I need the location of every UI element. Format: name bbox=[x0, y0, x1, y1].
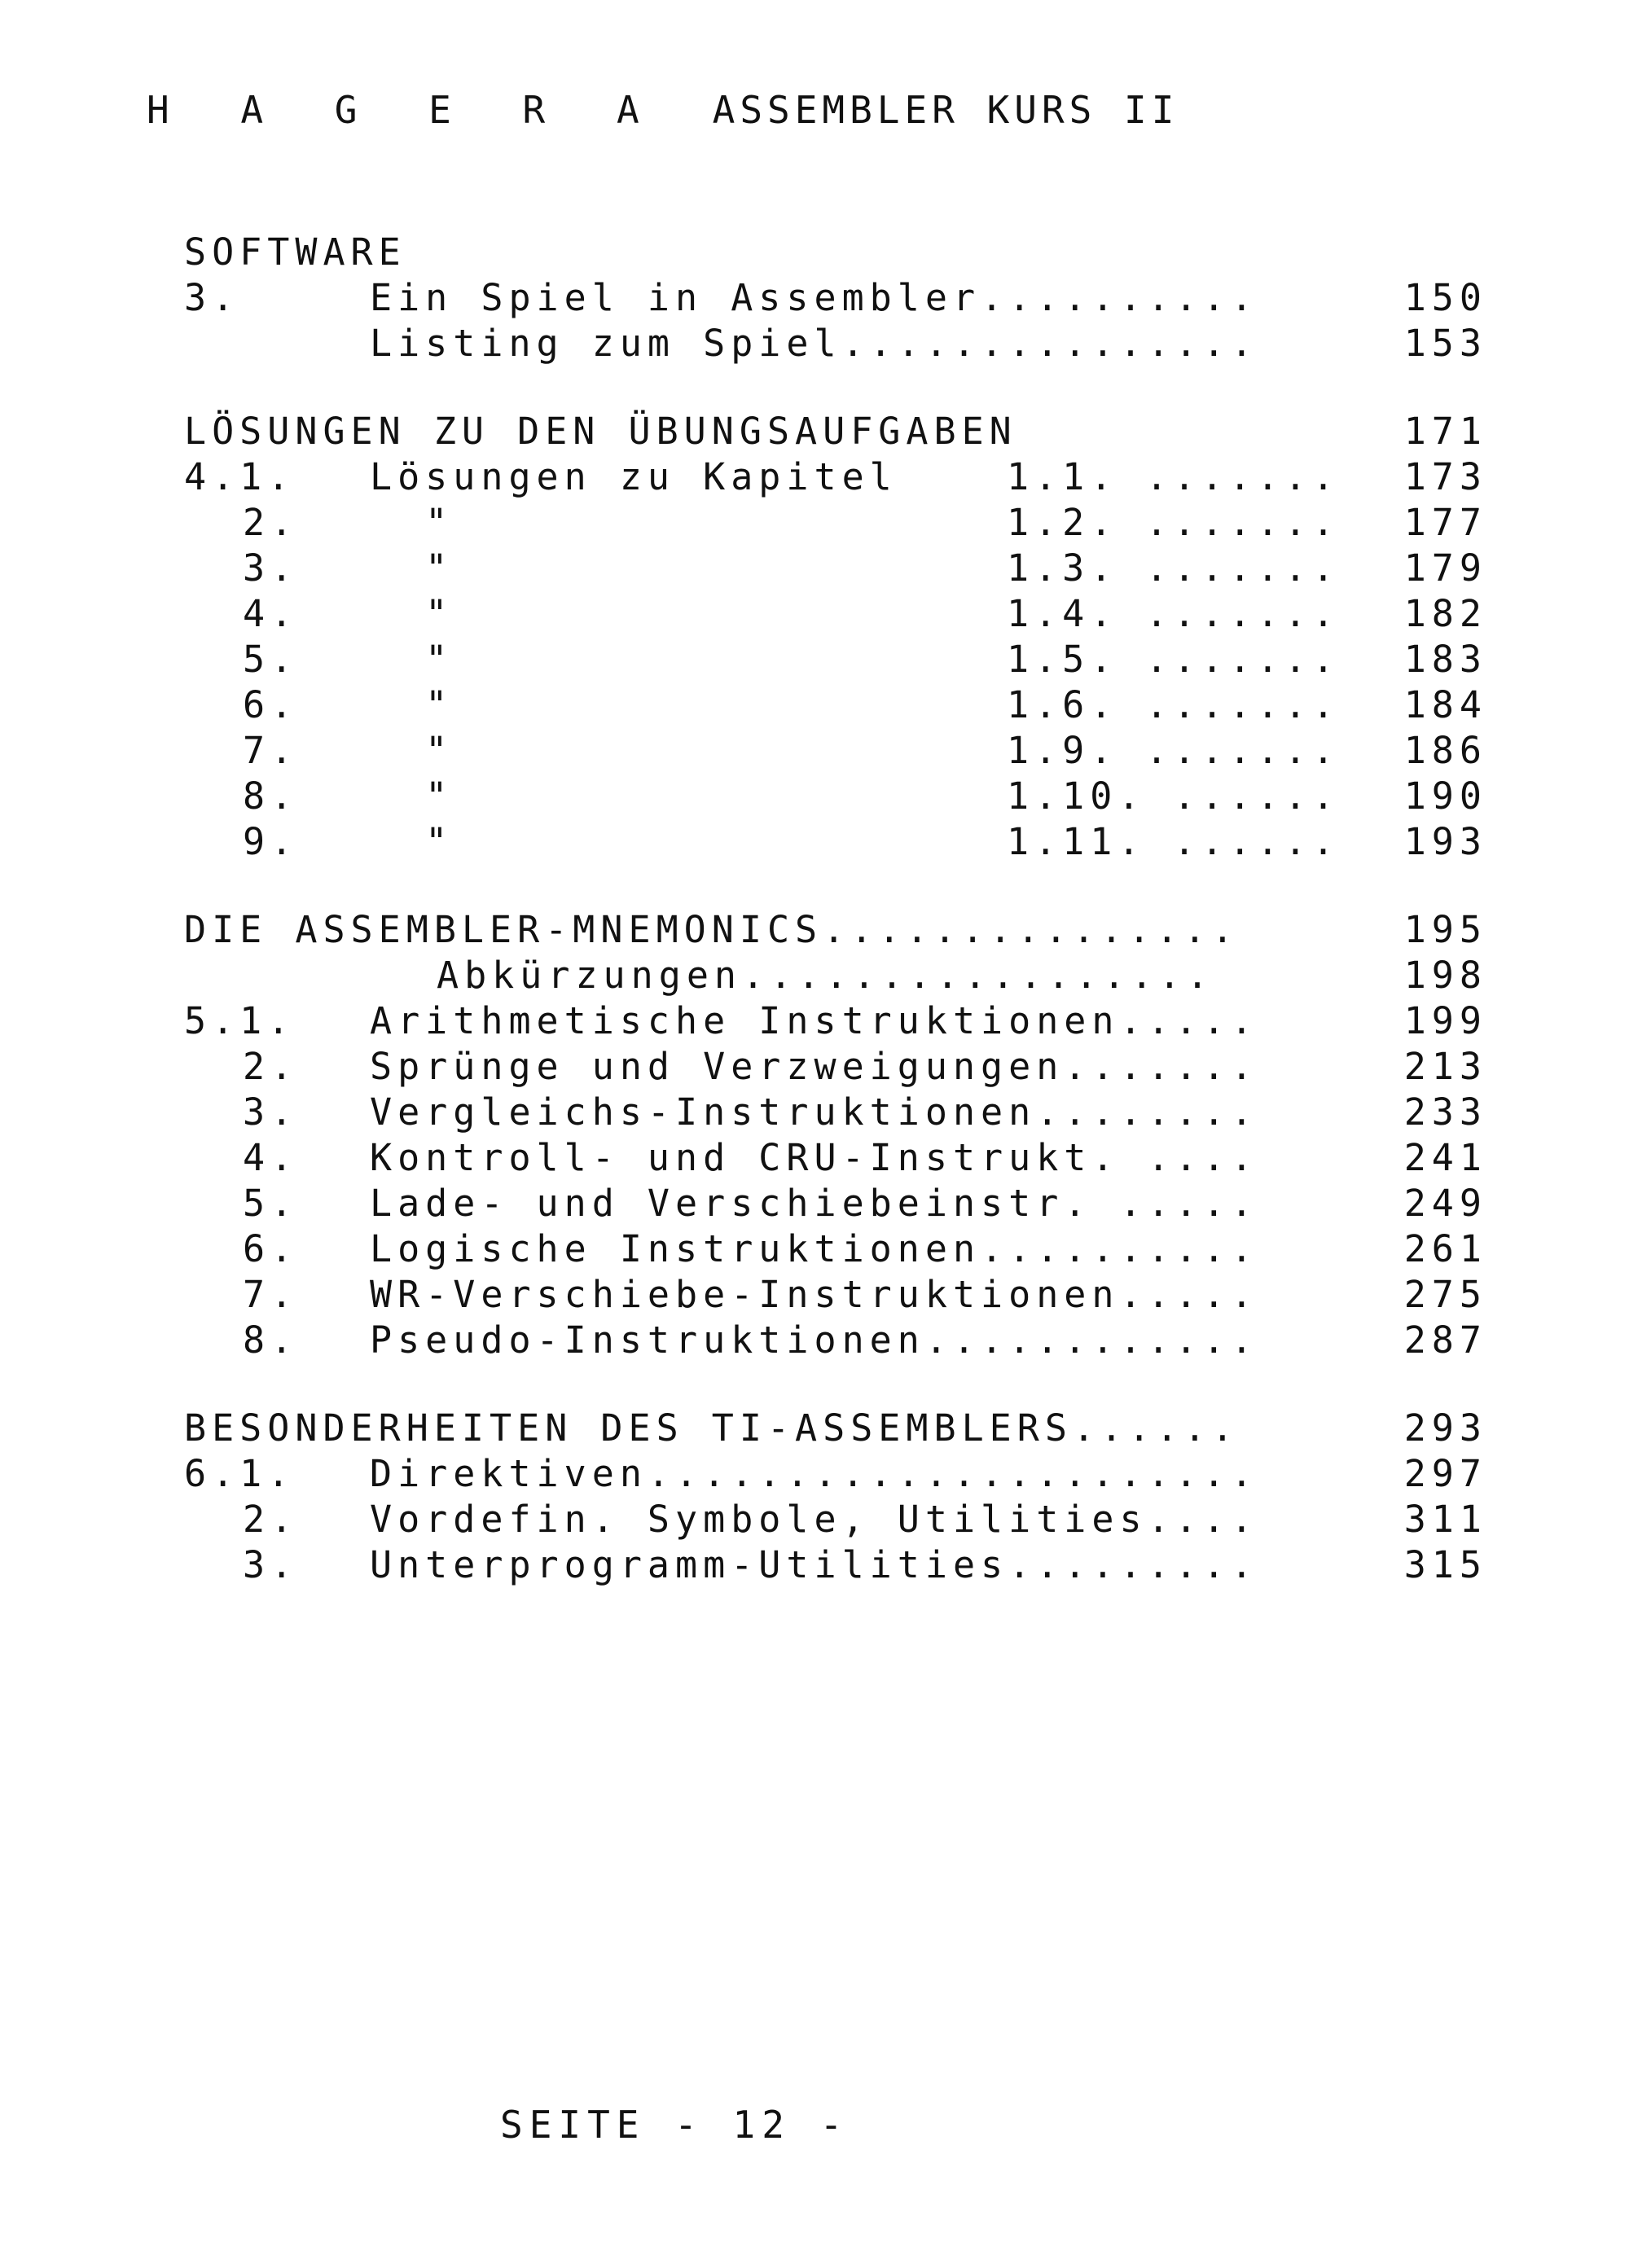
toc-line bbox=[184, 1226, 1487, 1272]
toc-entry-title: DIE ASSEMBLER-MNEMONICS............... bbox=[184, 908, 1240, 951]
toc-line bbox=[184, 1318, 1487, 1363]
toc-line bbox=[184, 1135, 1487, 1181]
toc-entry-page: 186 bbox=[1403, 729, 1487, 772]
toc-entry-number: 5.1. bbox=[184, 999, 296, 1042]
toc-entry-page: 190 bbox=[1403, 774, 1487, 818]
toc-line bbox=[184, 1497, 1487, 1542]
toc-entry-number: 6.1. bbox=[184, 1452, 296, 1495]
toc-entry-ditto: " bbox=[370, 592, 454, 635]
toc-line bbox=[184, 819, 1487, 865]
toc-line bbox=[184, 1272, 1487, 1318]
toc-entry-number: 2. bbox=[243, 1498, 299, 1541]
toc-line bbox=[184, 1542, 1487, 1588]
toc-entry-subref: 1.5. ....... bbox=[1007, 638, 1341, 681]
toc-entry-page: 177 bbox=[1403, 501, 1487, 544]
toc-entry-title: WR-Verschiebe-Instruktionen..... bbox=[370, 1273, 1258, 1316]
toc-entry-page: 173 bbox=[1403, 455, 1487, 498]
toc-entry-page: 199 bbox=[1403, 999, 1487, 1042]
toc-entry-page: 153 bbox=[1403, 322, 1487, 365]
toc-line bbox=[184, 1181, 1487, 1226]
toc-entry-number: 8. bbox=[243, 774, 299, 818]
toc-line bbox=[184, 409, 1487, 454]
toc-entry-page: 179 bbox=[1403, 546, 1487, 590]
toc-line bbox=[184, 500, 1487, 546]
toc-line bbox=[184, 230, 1487, 275]
toc-entry-page: 183 bbox=[1403, 638, 1487, 681]
toc-entry-subref: 1.4. ....... bbox=[1007, 592, 1341, 635]
toc-entry-number: 3. bbox=[243, 1543, 299, 1586]
toc-line bbox=[184, 907, 1487, 953]
toc-entry-number: 4. bbox=[243, 592, 299, 635]
toc-entry-number: 2. bbox=[243, 501, 299, 544]
toc-entry-subref: 1.10. ...... bbox=[1007, 774, 1341, 818]
toc-entry-number: 5. bbox=[243, 638, 299, 681]
toc-entry-page: 195 bbox=[1403, 908, 1487, 951]
toc-entry-number: 3. bbox=[243, 546, 299, 590]
toc-entry-number: 7. bbox=[243, 729, 299, 772]
toc-entry-title: BESONDERHEITEN DES TI-ASSEMBLERS...... bbox=[184, 1406, 1240, 1450]
toc-line bbox=[184, 637, 1487, 682]
toc-entry-page: 213 bbox=[1403, 1045, 1487, 1088]
toc-entry-page: 182 bbox=[1403, 592, 1487, 635]
toc-entry-title: SOFTWARE bbox=[184, 230, 406, 274]
toc-entry-number: 8. bbox=[243, 1318, 299, 1362]
toc-entry-title: Vergleichs-Instruktionen........ bbox=[370, 1090, 1258, 1134]
toc-entry-title: Kontroll- und CRU-Instrukt. .... bbox=[370, 1136, 1258, 1179]
toc-entry-page: 233 bbox=[1403, 1090, 1487, 1134]
toc-line bbox=[184, 953, 1487, 998]
toc-entry-page: 311 bbox=[1403, 1498, 1487, 1541]
page-header bbox=[147, 88, 1179, 132]
toc-entry-ditto: " bbox=[370, 546, 454, 590]
toc-entry-number: 4.1. bbox=[184, 455, 296, 498]
toc-line bbox=[184, 682, 1487, 728]
toc-section-loesungen bbox=[184, 409, 1487, 865]
toc-entry-page: 171 bbox=[1403, 410, 1487, 453]
toc-section-besonderheiten bbox=[184, 1406, 1487, 1588]
toc-entry-ditto: " bbox=[370, 501, 454, 544]
toc-entry-title: Lösungen zu Kapitel bbox=[370, 455, 898, 498]
toc-entry-title: Arithmetische Instruktionen..... bbox=[370, 999, 1258, 1042]
toc-entry-page: 287 bbox=[1403, 1318, 1487, 1362]
toc-line bbox=[184, 728, 1487, 774]
toc-entry-title: Abkürzungen................. bbox=[437, 954, 1214, 997]
toc-entry-number: 9. bbox=[243, 820, 299, 863]
toc-entry-ditto: " bbox=[370, 774, 454, 818]
toc-entry-title: Direktiven...................... bbox=[370, 1452, 1258, 1495]
toc-line bbox=[184, 1406, 1487, 1451]
toc-entry-number: 3. bbox=[184, 276, 240, 319]
header-title: ASSEMBLER KURS II bbox=[712, 88, 1179, 132]
toc-entry-title: Unterprogramm-Utilities......... bbox=[370, 1543, 1258, 1586]
toc-section-mnemonics bbox=[184, 907, 1487, 1363]
toc-entry-subref: 1.9. ....... bbox=[1007, 729, 1341, 772]
toc-entry-number: 4. bbox=[243, 1136, 299, 1179]
toc-entry-page: 241 bbox=[1403, 1136, 1487, 1179]
toc-entry-number: 7. bbox=[243, 1273, 299, 1316]
toc-entry-ditto: " bbox=[370, 638, 454, 681]
toc-entry-subref: 1.1. ....... bbox=[1007, 455, 1341, 498]
toc-entry-subref: 1.6. ....... bbox=[1007, 683, 1341, 726]
toc-entry-title: Pseudo-Instruktionen............ bbox=[370, 1318, 1258, 1362]
toc-entry-title: Vordefin. Symbole, Utilities.... bbox=[370, 1498, 1258, 1541]
toc-line bbox=[184, 591, 1487, 637]
page-footer: SEITE - 12 - bbox=[500, 2103, 850, 2147]
toc-line bbox=[184, 998, 1487, 1044]
toc-line bbox=[184, 546, 1487, 591]
toc-entry-subref: 1.3. ....... bbox=[1007, 546, 1341, 590]
header-brand: H A G E R A bbox=[147, 88, 664, 132]
toc-line bbox=[184, 774, 1487, 819]
toc-entry-page: 249 bbox=[1403, 1182, 1487, 1225]
toc-entry-page: 297 bbox=[1403, 1452, 1487, 1495]
toc-entry-ditto: " bbox=[370, 729, 454, 772]
toc-entry-title: Listing zum Spiel............... bbox=[370, 322, 1258, 365]
toc-entry-page: 184 bbox=[1403, 683, 1487, 726]
toc-entry-title: Lade- und Verschiebeinstr. ..... bbox=[370, 1182, 1258, 1225]
toc-line bbox=[184, 275, 1487, 321]
toc-line bbox=[184, 1451, 1487, 1497]
toc-entry-number: 6. bbox=[243, 683, 299, 726]
table-of-contents bbox=[184, 230, 1487, 1630]
toc-line bbox=[184, 321, 1487, 366]
toc-entry-title: Sprünge und Verzweigungen....... bbox=[370, 1045, 1258, 1088]
toc-entry-title: Logische Instruktionen.......... bbox=[370, 1227, 1258, 1270]
toc-entry-page: 293 bbox=[1403, 1406, 1487, 1450]
toc-line bbox=[184, 1044, 1487, 1090]
toc-entry-page: 315 bbox=[1403, 1543, 1487, 1586]
toc-entry-subref: 1.2. ....... bbox=[1007, 501, 1341, 544]
toc-entry-page: 198 bbox=[1403, 954, 1487, 997]
toc-line bbox=[184, 1090, 1487, 1135]
toc-entry-page: 261 bbox=[1403, 1227, 1487, 1270]
toc-entry-page: 193 bbox=[1403, 820, 1487, 863]
toc-entry-title: Ein Spiel in Assembler.......... bbox=[370, 276, 1258, 319]
toc-entry-number: 2. bbox=[243, 1045, 299, 1088]
toc-section-software bbox=[184, 230, 1487, 366]
toc-entry-subref: 1.11. ...... bbox=[1007, 820, 1341, 863]
toc-line bbox=[184, 454, 1487, 500]
toc-entry-page: 275 bbox=[1403, 1273, 1487, 1316]
toc-entry-page: 150 bbox=[1403, 276, 1487, 319]
toc-entry-number: 5. bbox=[243, 1182, 299, 1225]
toc-entry-number: 3. bbox=[243, 1090, 299, 1134]
toc-entry-ditto: " bbox=[370, 820, 454, 863]
toc-entry-title: LÖSUNGEN ZU DEN ÜBUNGSAUFGABEN bbox=[184, 410, 1017, 453]
toc-entry-ditto: " bbox=[370, 683, 454, 726]
toc-entry-number: 6. bbox=[243, 1227, 299, 1270]
